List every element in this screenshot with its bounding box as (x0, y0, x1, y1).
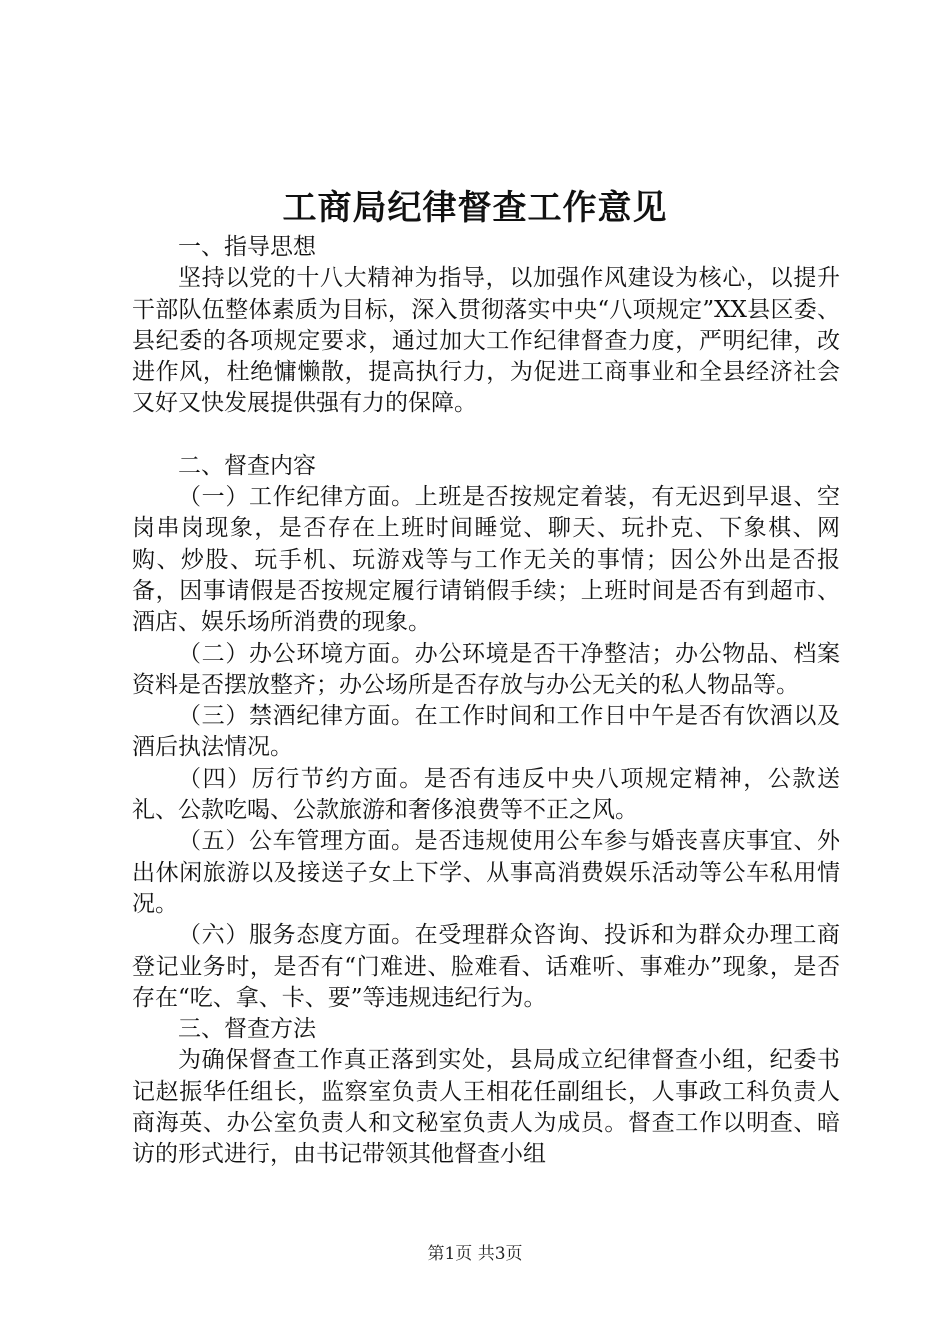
document-title: 工商局纪律督查工作意见 (282, 188, 668, 228)
paragraph-frugality: （四）厉行节约方面。是否有违反中央八项规定精神，公款送礼、公款吃喝、公款旅游和奢侈浪费等不正之风。 (132, 765, 840, 824)
paragraph-office-environment: （二）办公环境方面。办公环境是否干净整洁；办公物品、档案资料是否摆放整齐；办公场所是否存放与办公无关的私人物品等。 (132, 640, 840, 698)
paragraph-service-attitude: （六）服务态度方面。在受理群众咨询、投诉和为群众办理工商登记业务时，是否有“门难进、脸难看、话难听、事难办”现象，是否存在“吃、拿、卡、要”等违规违纪行为。 (132, 922, 840, 1011)
document-body (132, 232, 840, 1171)
paragraph-inspection-method: 为确保督查工作真正落到实处，县局成立纪律督查小组，纪委书记赵振华任组长，监察室负责人王相花任副组长，人事政工科负责人商海英、办公室负责人和文秘室负责人为成员。督查工作以明查、暗访的形式进行，由书记带领其他督查小组 (132, 1047, 840, 1168)
paragraph-work-discipline: （一）工作纪律方面。上班是否按规定着装，有无迟到早退、空岗串岗现象，是否存在上班时间睡觉、聊天、玩扑克、下象棋、网购、炒股、玩手机、玩游戏等与工作无关的事情；因公外出是否报备，因事请假是否按规定履行请销假手续；上班时间是否有到超市、酒店、娱乐场所消费的现象。 (132, 484, 840, 636)
section-heading-inspection-content: 二、督查内容 (178, 452, 316, 479)
section-heading-guiding-ideology: 一、指导思想 (178, 234, 316, 260)
page-number-footer: 第1页 共3页 (427, 1244, 523, 1264)
paragraph-guiding-ideology: 坚持以党的十八大精神为指导，以加强作风建设为核心，以提升干部队伍整体素质为目标，深入贯彻落实中央“八项规定”XX县区委、县纪委的各项规定要求，通过加大工作纪律督查力度，严明纪律，改进作风，杜绝慵懒散，提高执行力，为促进工商事业和全县经济社会又好又快发展提供强有力的保障。 (132, 265, 840, 417)
section-heading-inspection-method: 三、督查方法 (178, 1016, 316, 1043)
paragraph-spacer (132, 420, 840, 451)
paragraph-alcohol-ban: （三）禁酒纪律方面。在工作时间和工作日中午是否有饮酒以及酒后执法情况。 (132, 703, 840, 761)
paragraph-vehicle-management: （五）公车管理方面。是否违规使用公车参与婚丧喜庆事宜、外出休闲旅游以及接送子女上下学、从事高消费娱乐活动等公车私用情况。 (132, 828, 840, 917)
